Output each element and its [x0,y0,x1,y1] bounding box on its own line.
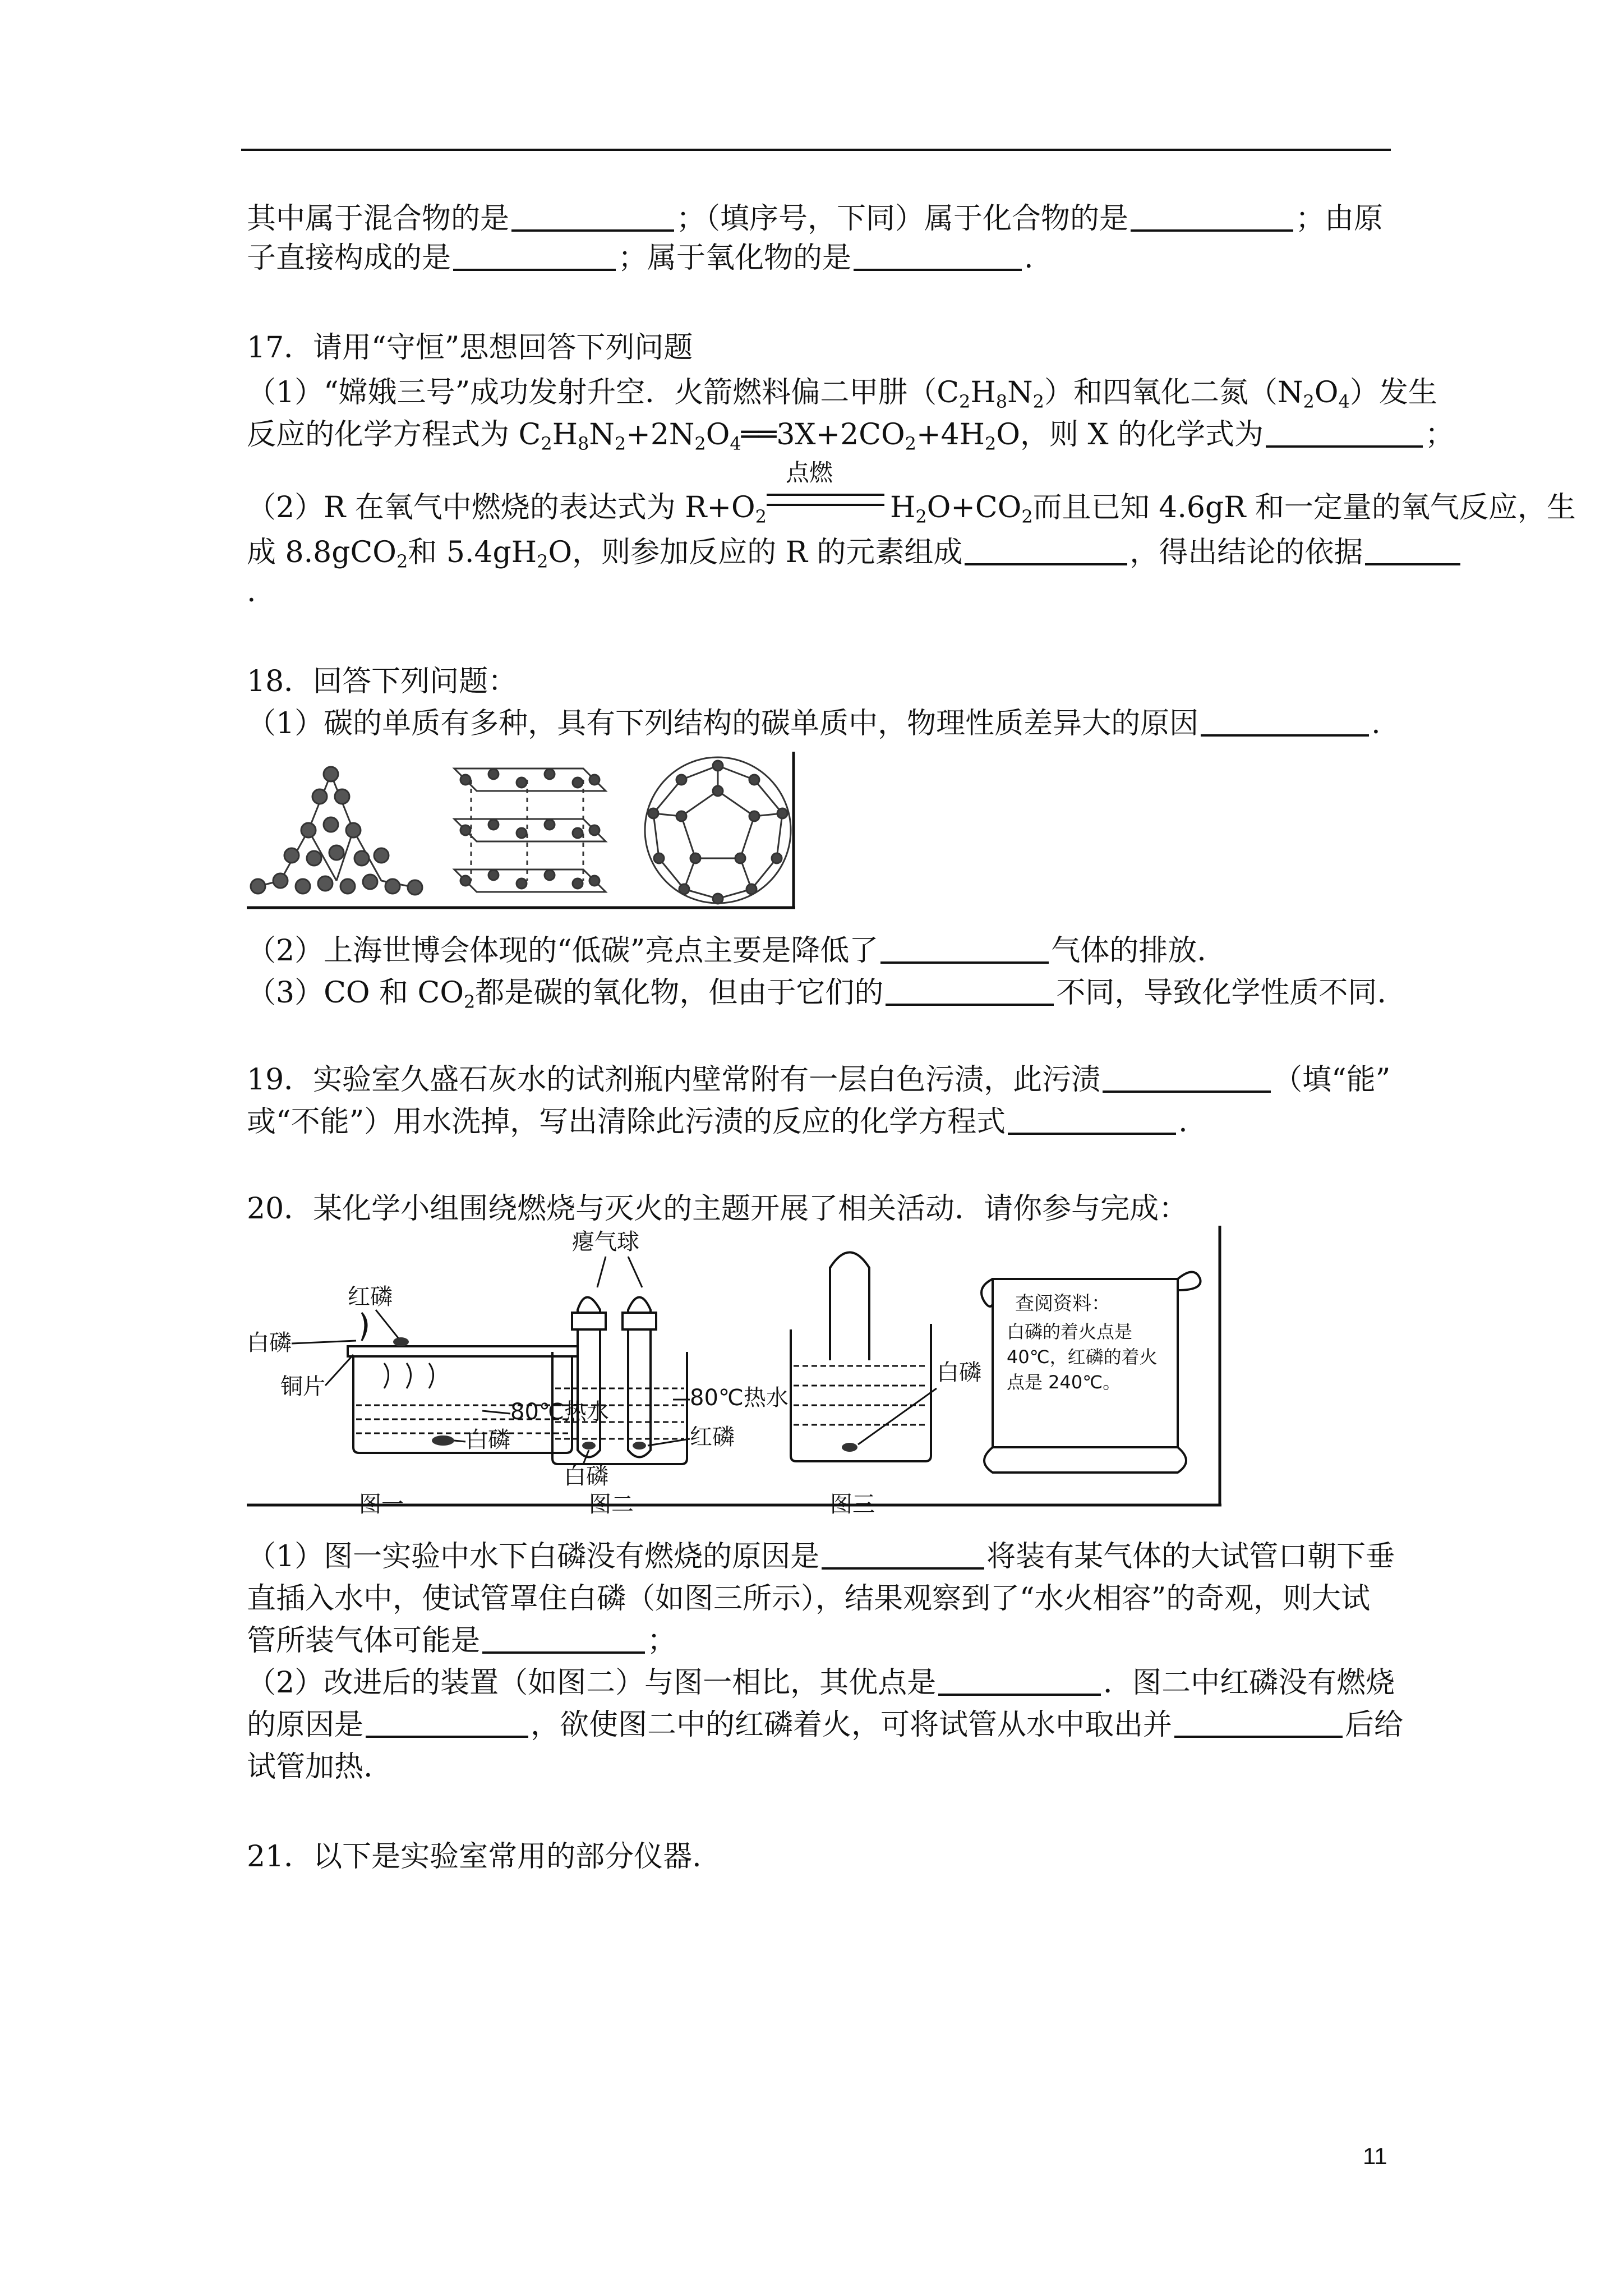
blank-x-formula[interactable] [1266,416,1423,448]
svg-text:80℃热水: 80℃热水 [690,1385,789,1411]
condition-arrow: 点燃 [767,488,890,527]
svg-text:白磷: 白磷 [937,1360,981,1386]
blank-carbon-reason[interactable] [1201,705,1369,737]
q18-line-1: （1）碳的单质有多种，具有下列结构的碳单质中，物理性质差异大的原因 . [247,704,1396,743]
continuation-line-2: 子直接构成的是 ；属于氧化物的是 . [247,238,1396,278]
graphite-structure [454,769,606,892]
q21-title: 21．以下是实验室常用的部分仪器. [247,1840,702,1874]
svg-text:点是 240℃。: 点是 240℃。 [1007,1372,1121,1393]
q20-line-2: 直插入水中，使试管罩住白磷（如图三所示），结果观察到了“水火相容”的奇观，则大试 [247,1582,1371,1616]
q20-line-6: 试管加热. [247,1750,373,1784]
svg-text:白磷: 白磷 [247,1330,292,1356]
svg-text:红磷: 红磷 [348,1284,393,1310]
blank-can-wash[interactable] [1103,1061,1271,1093]
q17-line-2: 反应的化学方程式为 $C_2H_8N_2+2N_2O_4══3X+2CO_2+4H_2O$，则 X 的化学式为 ； [247,415,1396,454]
blank-action[interactable] [1174,1706,1343,1738]
blank-low-carbon-gas[interactable] [880,932,1049,964]
blank-advantage[interactable] [938,1664,1101,1696]
svg-text:查阅资料：: 查阅资料： [1015,1292,1110,1315]
q17-line-1: （1）“嫦娥三号”成功发射升空．火箭燃料偏二甲肼$(C_2H_8N_2)$和四氧化二氮$(N_2O_4)$发生 [247,376,1437,412]
q17-line-5: . [247,575,256,609]
q17-title: 17．请用“守恒”思想回答下列问题 [247,331,693,365]
page-number: 11 [1363,2143,1387,2169]
blank-equation[interactable] [1008,1103,1176,1135]
svg-text:图一: 图一 [359,1492,404,1517]
svg-text:图二: 图二 [589,1492,634,1517]
blank-atomic[interactable] [453,240,616,271]
blank-compound[interactable] [1131,200,1293,232]
info-scroll [981,1272,1201,1473]
figure-3 [791,1253,981,1518]
q20-line-1: （1）图一实验中水下白磷没有燃烧的原因是 将装有某气体的大试管口朝下垂 [247,1537,1396,1576]
blank-r-elements[interactable] [965,534,1127,565]
blank-molecule-diff[interactable] [886,974,1054,1006]
blank-red-p-reason[interactable] [366,1706,528,1738]
q18-title: 18．回答下列问题： [247,665,518,698]
q20-title: 20．某化学小组围绕燃烧与灭火的主题开展了相关活动．请你参与完成： [247,1192,1188,1226]
svg-text:白磷: 白磷 [564,1464,608,1489]
svg-text:铜片: 铜片 [280,1374,325,1400]
blank-no-burn-reason[interactable] [822,1538,984,1570]
svg-text:白磷: 白磷 [465,1427,510,1453]
svg-text:40℃，红磷的着火: 40℃，红磷的着火 [1007,1346,1158,1368]
figure-2 [552,1229,789,1517]
q20-line-3: 管所装气体可能是 ； [247,1621,1396,1660]
figure-1 [247,1284,609,1517]
blank-basis[interactable] [1365,534,1460,565]
svg-text:白磷的着火点是: 白磷的着火点是 [1007,1321,1133,1342]
svg-text:80℃热水: 80℃热水 [510,1399,609,1425]
blank-oxide[interactable] [854,240,1022,271]
q20-line-5: 的原因是 ，欲使图二中的红磷着火，可将试管从水中取出并 后给 [247,1705,1396,1745]
svg-text:图三: 图三 [830,1492,875,1517]
blank-mixture[interactable] [511,200,674,232]
q17-line-3: （2）R 在氧气中燃烧的表达式为 $R+O_2$ 点燃 $H_2O+CO_2$而且已知 4.6gR 和一定量的氧气反应，生 [247,459,1576,527]
q17-line-4: 成 8.8gCO$_2$和 $5.4gH_2O$，则参加反应的 R 的元素组成 ，得出结论的依据 [247,533,1396,572]
q19-line-1: 19．实验室久盛石灰水的试剂瓶内壁常附有一层白色污渍，此污渍 （填“能” [247,1060,1396,1099]
c60-structure [645,757,791,904]
continuation-line-1: 其中属于混合物的是 ；（填序号，下同）属于化合物的是 ；由原 [247,199,1396,238]
blank-gas[interactable] [482,1622,645,1654]
svg-text:红磷: 红磷 [690,1424,735,1450]
q20-line-4: （2）改进后的装置（如图二）与图一相比，其优点是 ．图二中红磷没有燃烧 [247,1663,1396,1703]
combustion-experiment-figure [247,1226,1225,1517]
svg-text:瘪气球: 瘪气球 [572,1229,639,1255]
header-rule [241,149,1391,151]
diamond-structure [251,767,422,895]
q19-line-2: 或“不能”）用水洗掉，写出清除此污渍的反应的化学方程式 . [247,1102,1396,1142]
q18-line-3: （3）CO 和 $CO_2$都是碳的氧化物，但由于它们的 不同，导致化学性质不同. [247,973,1396,1013]
carbon-structures-figure [247,752,796,914]
q18-line-2: （2）上海世博会体现的“低碳”亮点主要是降低了 气体的排放. [247,931,1396,970]
